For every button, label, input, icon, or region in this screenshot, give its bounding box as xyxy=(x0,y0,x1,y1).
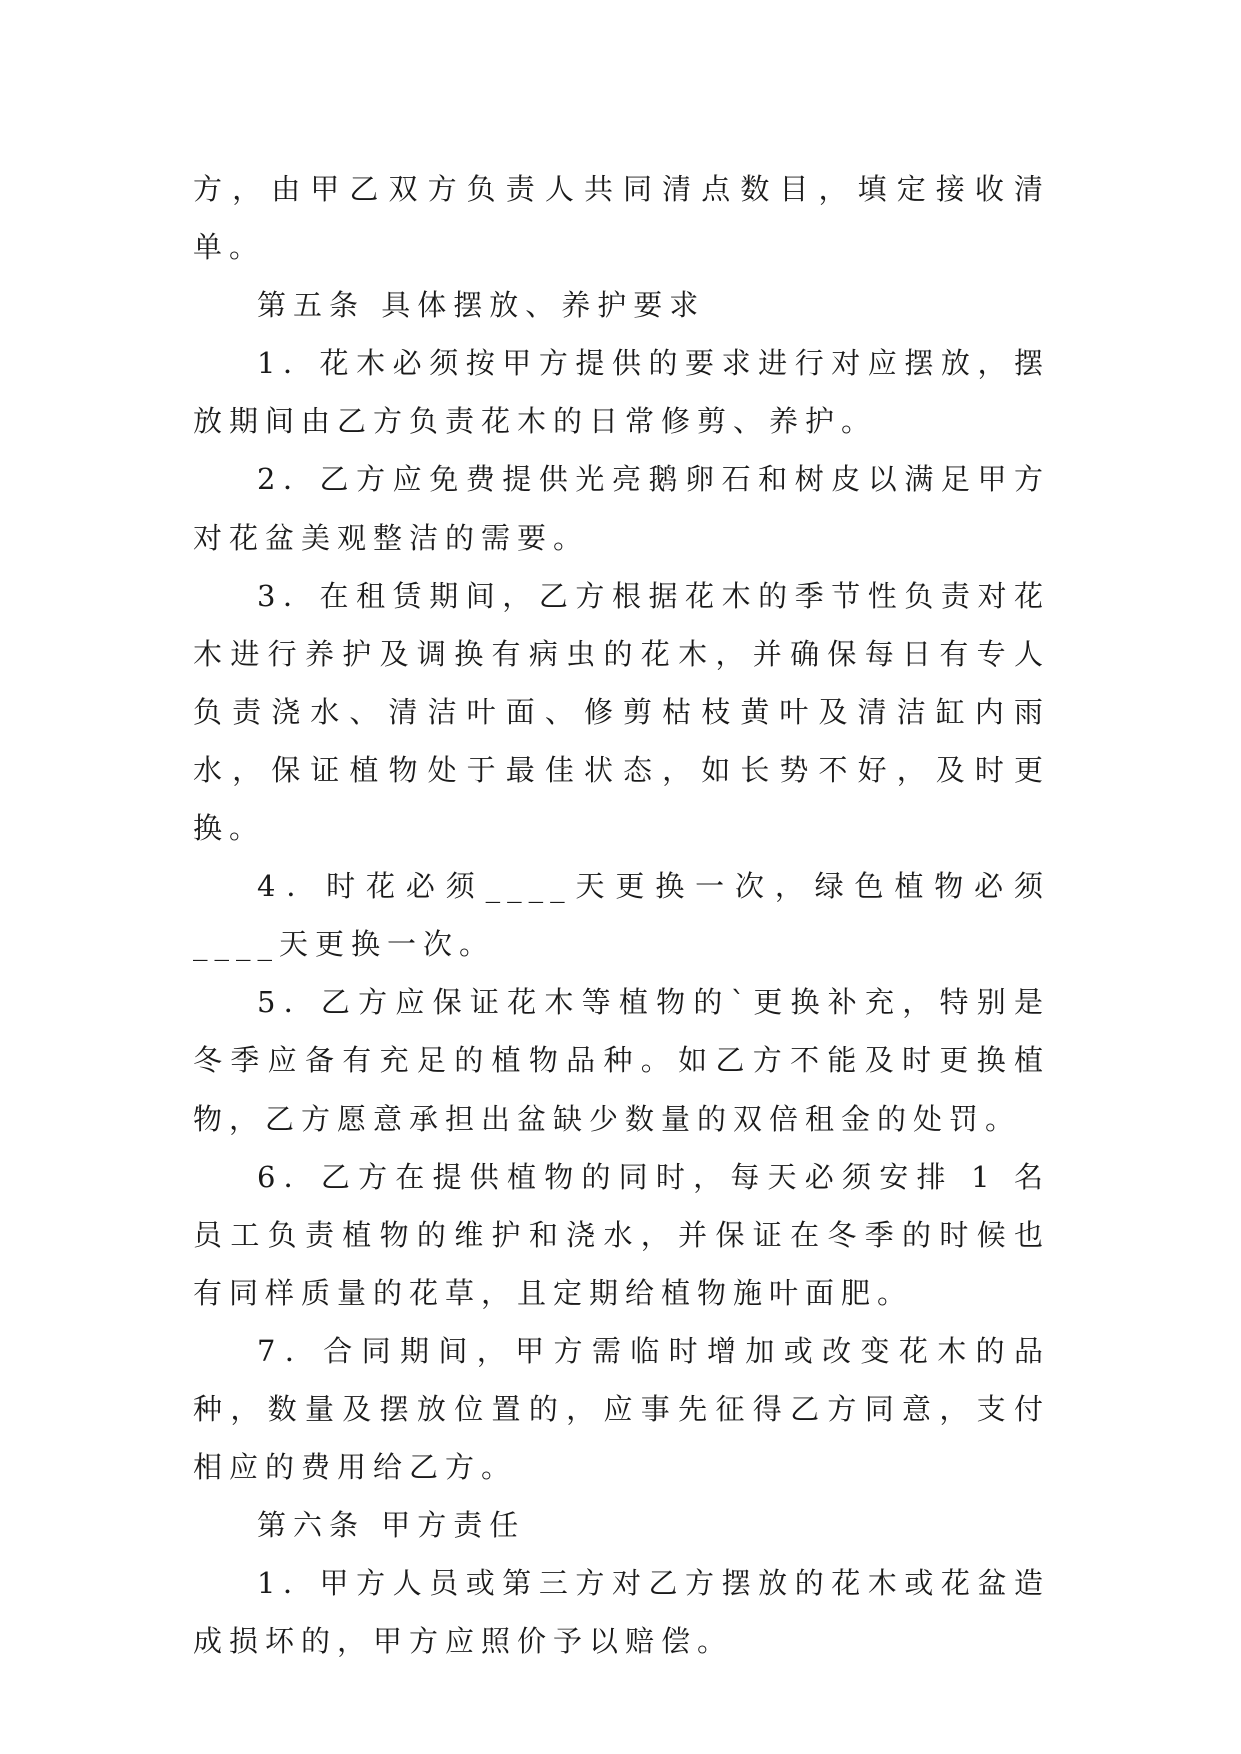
article-5-item-5: 5．乙方应保证花木等植物的`更换补充，特别是冬季应备有充足的植物品种。如乙方不能及时更换植物，乙方愿意承担出盆缺少数量的双倍租金的处罚。 xyxy=(193,985,1050,1136)
article-5-item-1: 1．花木必须按甲方提供的要求进行对应摆放，摆放期间由乙方负责花木的日常修剪、养护。 xyxy=(193,346,1050,439)
article-6-heading: 第六条 甲方责任 xyxy=(257,1508,526,1543)
article-5-item-6: 6．乙方在提供植物的同时，每天必须安排 1 名员工负责植物的维护和浇水，并保证在冬季的时候也有同样质量的花草，且定期给植物施叶面肥。 xyxy=(193,1159,1050,1310)
article-6-item-1: 1．甲方人员或第三方对乙方摆放的花木或花盆造成损坏的，甲方应照价予以赔偿。 xyxy=(193,1566,1050,1659)
article-5-item-4: 4．时花必须____天更换一次，绿色植物必须____天更换一次。 xyxy=(193,869,1050,962)
paragraph-continuation: 方，由甲乙双方负责人共同清点数目，填定接收清单。 xyxy=(193,172,1050,265)
article-5-item-7: 7．合同期间，甲方需临时增加或改变花木的品种，数量及摆放位置的，应事先征得乙方同意，支付相应的费用给乙方。 xyxy=(193,1333,1050,1485)
article-5-heading: 第五条 具体摆放、养护要求 xyxy=(257,288,706,323)
article-5-item-3: 3．在租赁期间，乙方根据花木的季节性负责对花木进行养护及调换有病虫的花木，并确保每日有专人负责浇水、清洁叶面、修剪枯枝黄叶及清洁缸内雨水，保证植物处于最佳状态，如长势不好，及时更换。 xyxy=(193,578,1050,846)
article-5-item-2: 2．乙方应免费提供光亮鹅卵石和树皮以满足甲方对花盆美观整洁的需要。 xyxy=(193,462,1050,555)
document-body xyxy=(193,160,1050,1670)
